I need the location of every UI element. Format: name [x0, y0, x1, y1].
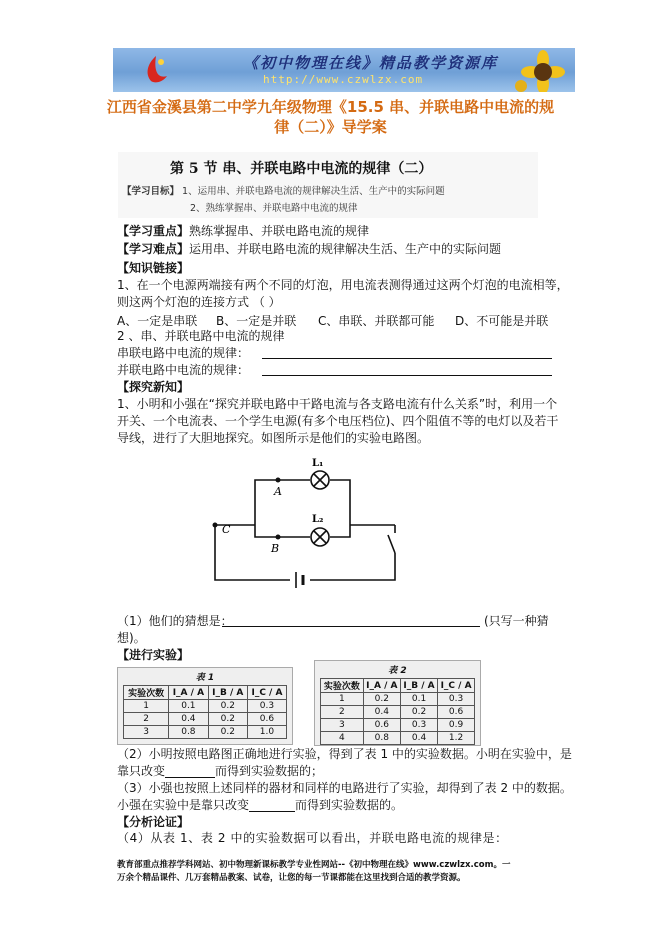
table-cell: 0.2 [208, 726, 247, 739]
objective-1: 1、运用串、并联电路电流的规律解决生活、生产中的实际问题 [182, 186, 445, 197]
analysis-q4: （4）从表 1、表 2 中的实验数据可以看出，并联电路电流的规律是： [117, 831, 508, 845]
q3-line1: （3）小强也按照上述同样的器材和同样的电路进行了实验，却得到了表 2 中的数据。 [117, 781, 572, 795]
guess-suffix-2: 想)。 [117, 631, 146, 645]
table-cell: 3 [321, 719, 364, 732]
difficulty-line [117, 242, 501, 256]
table-cell: 0.4 [363, 706, 400, 719]
logo-icon [143, 54, 169, 84]
q3-line2 [117, 798, 403, 812]
table-cell: 2 [321, 706, 364, 719]
table1 [123, 685, 287, 739]
table-cell: 0.2 [208, 700, 247, 713]
explore-label: 【探究新知】 [117, 380, 190, 394]
series-rule-label: 串联电路中电流的规律： [117, 346, 250, 360]
analysis-label: 【分析论证】 [117, 815, 190, 829]
table-cell: 2 [124, 713, 169, 726]
table-cell: 0.3 [438, 693, 475, 706]
section-heading: 第 5 节 串、并联电路中电流的规律（二） [170, 161, 433, 177]
guess-blank[interactable] [222, 626, 480, 627]
table-cell: 0.6 [363, 719, 400, 732]
guess-suffix: (只写一种猜 [484, 614, 549, 628]
table2-box [314, 660, 481, 746]
q2-line2-a: 靠只改变 [117, 764, 166, 778]
parallel-rule-blank[interactable] [262, 375, 552, 376]
table-row [321, 706, 475, 719]
option-a: A、一定是串联 [117, 314, 198, 328]
focus-line [117, 224, 369, 238]
q2-blank[interactable] [165, 777, 215, 778]
q2-line2 [117, 764, 323, 778]
table-cell: 0.4 [400, 732, 437, 745]
guess-text: （1）他们的猜想是： [117, 614, 233, 628]
doc-title-line1: 江西省金溪县第二中学九年级物理《15.5 串、并联电路中电流的规 [106, 98, 555, 116]
table-cell: 0.1 [169, 700, 208, 713]
table-cell: 0.2 [208, 713, 247, 726]
table-cell: 1 [321, 693, 364, 706]
table-row [124, 726, 287, 739]
table2-caption: 表 2 [388, 666, 407, 676]
objectives [122, 183, 445, 197]
option-d: D、不可能是并联 [455, 314, 549, 328]
table-cell: 0.6 [438, 706, 475, 719]
label-l2: L₂ [312, 514, 324, 525]
table-cell: 1 [124, 700, 169, 713]
table-cell: 1.0 [247, 726, 286, 739]
table-header-row [124, 686, 287, 700]
table-header-cell: I_B / A [400, 679, 437, 693]
table-cell: 0.8 [363, 732, 400, 745]
table-cell: 0.1 [400, 693, 437, 706]
focus-label: 【学习重点】 [117, 224, 190, 238]
explore-p1-line2: 开关、一个电流表、一个学生电源(有多个电压档位)、四个阻值不等的电灯以及若干 [117, 414, 559, 428]
table-row [321, 693, 475, 706]
doc-title-line2: 律（二）》导学案 [274, 118, 387, 136]
table1-caption: 表 1 [195, 673, 215, 683]
label-a: A [274, 485, 282, 498]
table-header-row [321, 679, 475, 693]
table-row [124, 713, 287, 726]
table-cell: 3 [124, 726, 169, 739]
link-label: 【知识链接】 [117, 261, 190, 275]
link-q1-line1: 1、在一个电源两端接有两个不同的灯泡，用电流表测得通过这两个灯泡的电流相等， [117, 278, 569, 292]
table-cell: 4 [321, 732, 364, 745]
link-q2: 2 、串、并联电路中电流的规律 [117, 329, 285, 343]
table-row [124, 700, 287, 713]
table-cell: 0.2 [400, 706, 437, 719]
table-cell: 0.9 [438, 719, 475, 732]
header-banner [113, 48, 575, 92]
option-b: B、一定是并联 [216, 314, 297, 328]
table-cell: 0.4 [169, 713, 208, 726]
table-cell: 0.2 [363, 693, 400, 706]
q2-line1: （2）小明按照电路图正确地进行实验，得到了表 1 中的实验数据。小明在实验中，是 [117, 747, 572, 761]
section-header-image [118, 152, 538, 218]
table-row [321, 732, 475, 745]
table-header-cell: I_C / A [247, 686, 286, 700]
banner-url[interactable]: http://www.czwlzx.com [263, 73, 424, 86]
explore-p1-line3: 导线，进行了大胆地探究。如图所示是他们的实验电路图。 [117, 431, 430, 445]
table-cell: 0.8 [169, 726, 208, 739]
link-q1-line2: 则这两个灯泡的连接方式 （ ） [117, 295, 281, 309]
table-header-cell: 实验次数 [321, 679, 364, 693]
table-header-cell: I_C / A [438, 679, 475, 693]
label-l1: L₁ [312, 458, 324, 469]
battery-icon [296, 572, 303, 588]
parallel-rule-label: 并联电路中电流的规律： [117, 363, 250, 377]
table-header-cell: I_A / A [169, 686, 208, 700]
explore-p1-line1: 1、小明和小强在“探究并联电路中干路电流与各支路电流有什么关系”时，利用一个 [117, 397, 558, 411]
q3-blank[interactable] [249, 811, 295, 812]
banner-title: 《初中物理在线》精品教学资源库 [243, 54, 499, 72]
table2 [320, 678, 475, 745]
q3-line2-a: 小强在实验中是靠只改变 [117, 798, 250, 812]
difficulty-label: 【学习难点】 [117, 242, 190, 256]
table-cell: 0.3 [400, 719, 437, 732]
table-cell: 1.2 [438, 732, 475, 745]
series-rule-blank[interactable] [262, 358, 552, 359]
q2-line2-b: 而得到实验数据的； [215, 764, 324, 778]
table-cell: 0.3 [247, 700, 286, 713]
table-header-cell: I_A / A [363, 679, 400, 693]
table1-box [117, 667, 293, 745]
footer-line1: 教育部重点推荐学科网站、初中物理新课标教学专业性网站--《初中物理在线》www.czwlzx.com。一 [117, 860, 511, 870]
footer-line2: 万余个精品课件、几万套精品教案、试卷，让您的每一节课都能在这里找到合适的教学资源。 [117, 873, 466, 883]
table-header-cell: 实验次数 [124, 686, 169, 700]
q3-line2-b: 而得到实验数据的。 [295, 798, 404, 812]
option-c: C、串联、并联都可能 [318, 314, 435, 328]
table-cell: 0.6 [247, 713, 286, 726]
objective-2: 2、熟练掌握串、并联电路中电流的规律 [190, 203, 358, 214]
focus-text: 熟练掌握串、并联电路电流的规律 [189, 224, 370, 238]
table-row [321, 719, 475, 732]
difficulty-text: 运用串、并联电路电流的规律解决生活、生产中的实际问题 [189, 242, 502, 256]
switch-icon [388, 535, 395, 553]
label-b: B [271, 542, 280, 555]
sunflower-icon [513, 50, 573, 92]
label-c: C [222, 523, 231, 536]
circuit-diagram [210, 455, 410, 590]
experiment-label: 【进行实验】 [117, 648, 190, 662]
table-header-cell: I_B / A [208, 686, 247, 700]
objectives-label: 【学习目标】 [122, 186, 180, 197]
